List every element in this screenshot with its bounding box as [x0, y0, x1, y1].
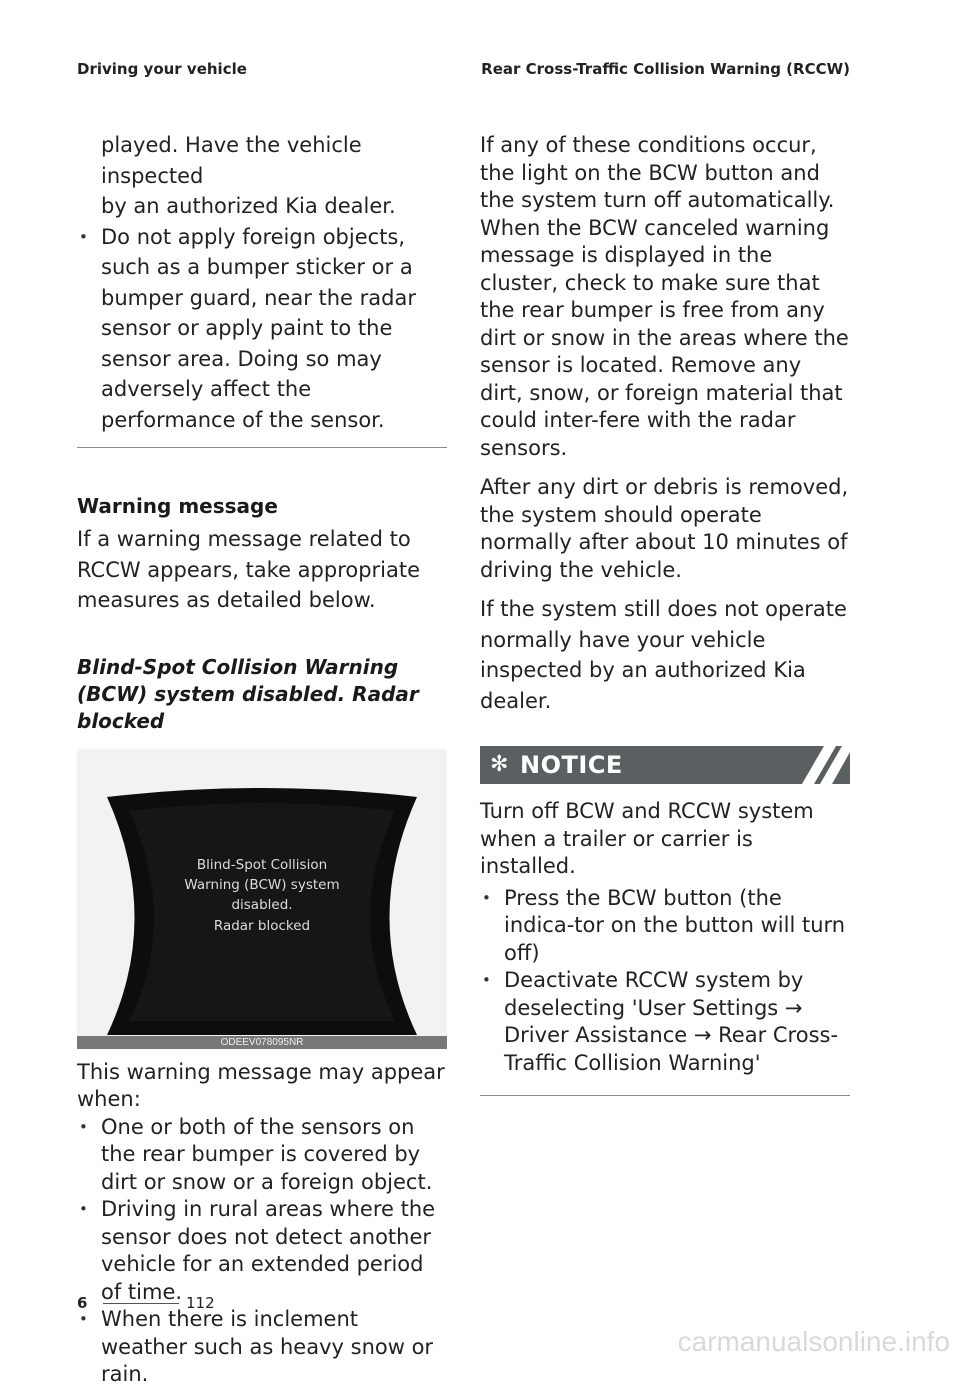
after-removal-text: After any dirt or debris is removed, the system should operate normally after about 10 minutes of driving the vehicle.	[480, 475, 849, 582]
sensor-caution-list	[77, 222, 447, 436]
warning-message-heading: Warning message	[77, 494, 278, 518]
footer-rule	[103, 1303, 179, 1304]
notice-text: Turn off BCW and RCCW system when a trailer or carrier is installed.	[480, 799, 814, 878]
list-item: • One or both of the sensors on the rear bumper is covered by dirt or snow or a foreign object.	[77, 1114, 447, 1197]
warning-message-text: If a warning message related to RCCW appears, take appropriate measures as detailed below.	[77, 527, 421, 612]
still-not-operate-text: If the system still does not operate normally have your vehicle inspected by an authorized Kia dealer.	[480, 597, 847, 713]
list-item: • Press the BCW button (the indica-tor on the button will turn off)	[480, 885, 850, 968]
cluster-line-3: disabled.	[231, 896, 293, 913]
cluster-display-image	[77, 749, 447, 1049]
list-item: • Driving in rural areas where the sensor does not detect another vehicle for an extended period of time.	[77, 1196, 447, 1306]
list-item: • Deactivate RCCW system by deselecting 'User Settings → Driver Assistance → Rear Cross-Traffic Collision Warning'	[480, 967, 850, 1077]
notice-divider	[480, 1095, 850, 1096]
continued-line-1: played. Have the vehicle inspected	[101, 133, 362, 188]
conditions-consequence-text: If any of these conditions occur, the light on the BCW button and the system turn off automatically. When the BCW canceled warning message is displayed in the cluster, check to make sure that the rear bumper is free from any dirt or snow in the areas where the sensor is located. Remove any dirt, snow, or foreign material that could inter-fere with the radar sensors.	[480, 133, 849, 460]
cluster-line-1: Blind-Spot Collision	[196, 856, 328, 873]
notice-banner	[480, 746, 850, 784]
running-header-topic: Rear Cross-Traffic Collision Warning (RCCW)	[481, 60, 850, 78]
left-column	[77, 128, 447, 1389]
notice-title: NOTICE	[520, 751, 623, 779]
stripes-icon	[780, 746, 850, 784]
list-item: • When there is inclement weather such as heavy snow or rain.	[77, 1306, 447, 1389]
right-column	[480, 128, 850, 1096]
bcw-disabled-heading: Blind-Spot Collision Warning (BCW) system disabled. Radar blocked	[77, 654, 419, 733]
continued-line-2: by an authorized Kia dealer.	[101, 194, 396, 218]
appear-text: This warning message may appear when:	[77, 1059, 445, 1111]
section-divider	[77, 447, 447, 448]
continued-text	[77, 130, 447, 222]
chapter-number: 6	[77, 1294, 88, 1312]
notice-list	[480, 885, 850, 1078]
running-header-section: Driving your vehicle	[77, 60, 247, 78]
conditions-list	[77, 1114, 447, 1389]
cluster-line-2: Warning (BCW) system	[184, 876, 340, 893]
cluster-line-4: Radar blocked	[213, 917, 311, 934]
cluster-warning-figure	[77, 749, 447, 1049]
figure-code: ODEEV078095NR	[77, 1036, 447, 1049]
page-number: 112	[186, 1294, 215, 1312]
asterisk-icon: ✻	[490, 752, 509, 777]
watermark: carmanualsonline.info	[677, 1326, 950, 1357]
list-item: • Do not apply foreign objects, such as a bumper sticker or a bumper guard, near the radar sensor or apply paint to the sensor area. Doing so may adversely affect the performance of the sensor.	[77, 222, 447, 436]
